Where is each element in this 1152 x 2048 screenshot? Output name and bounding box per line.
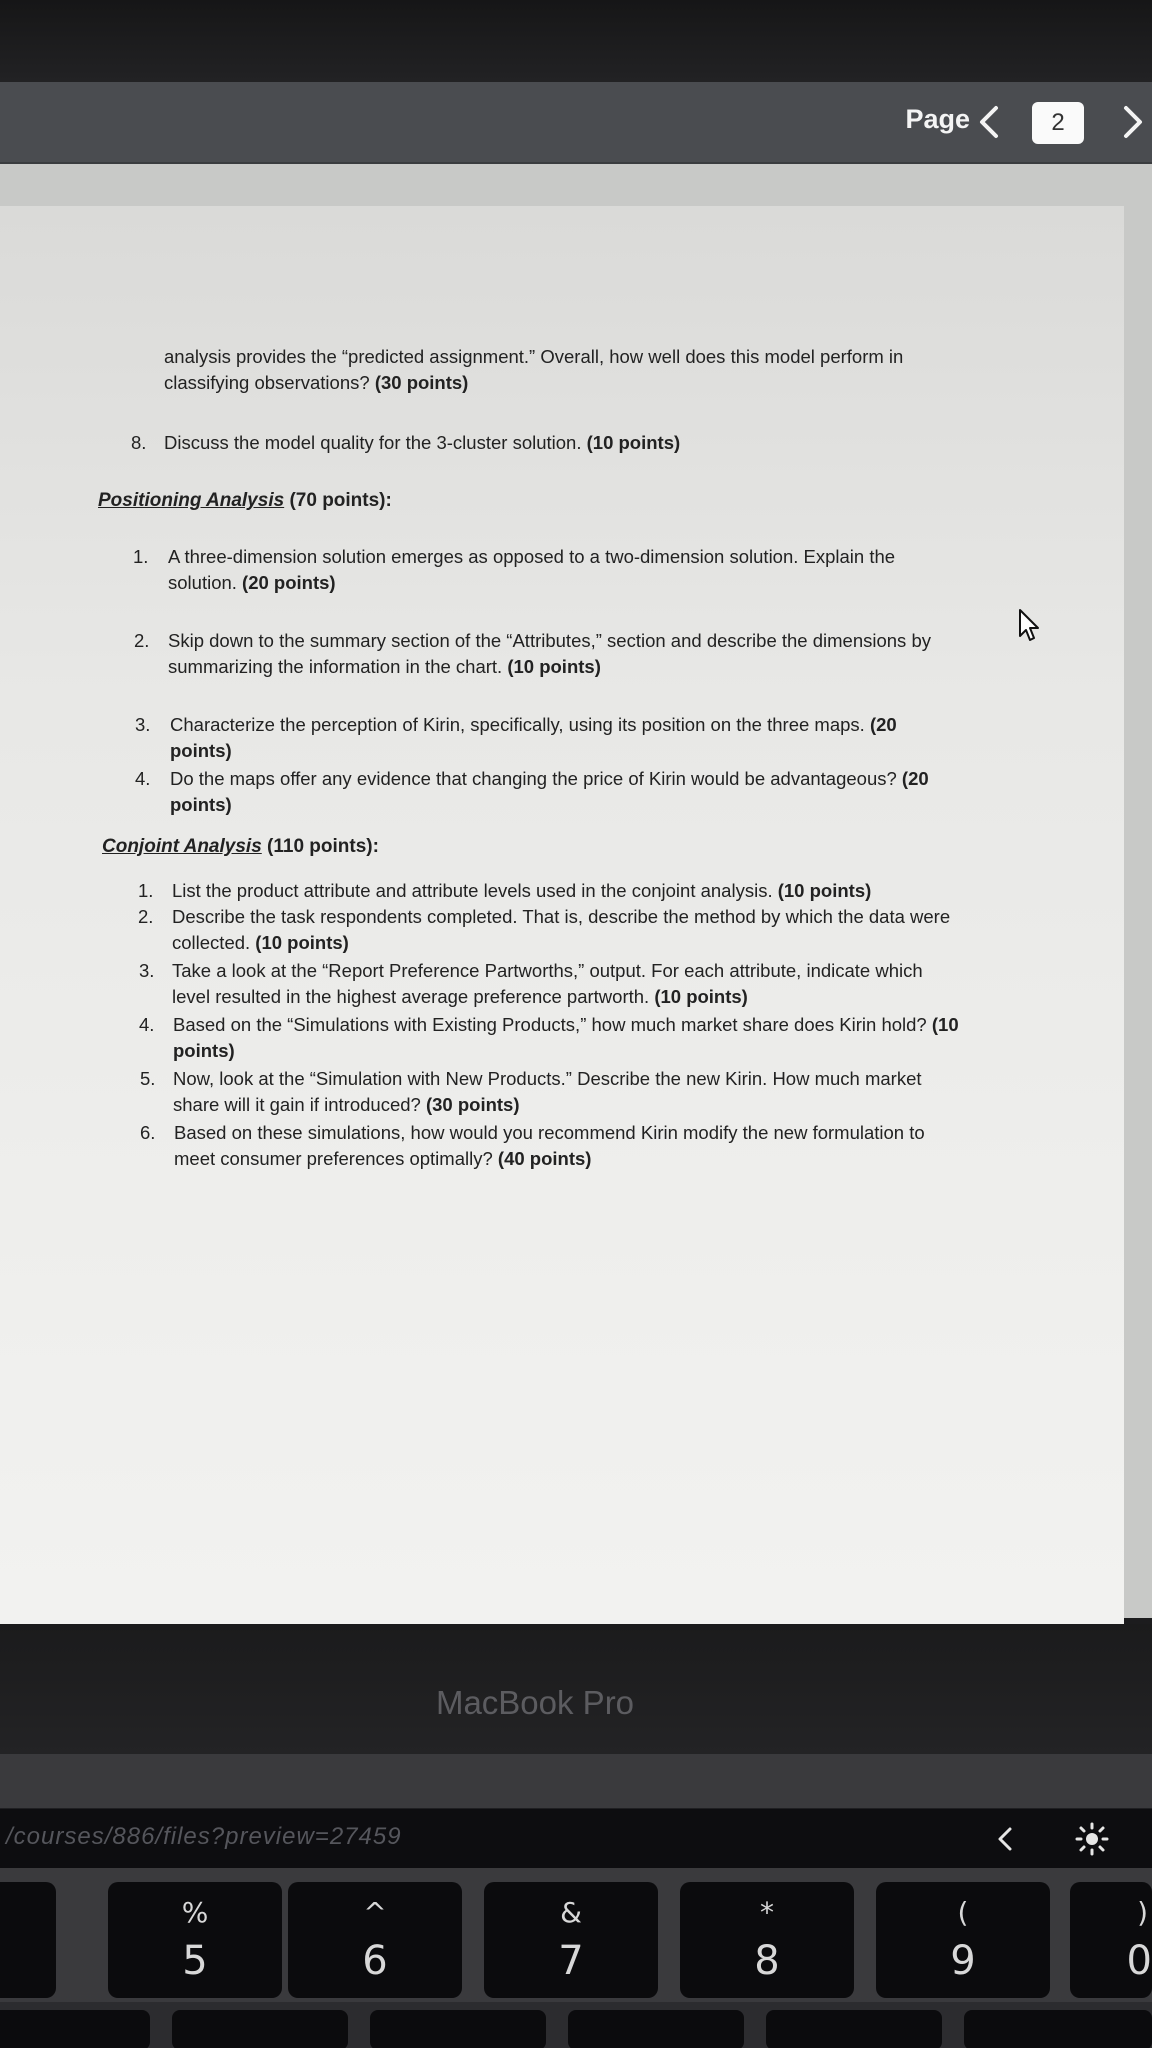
list-number: 4.: [135, 768, 151, 789]
document-page: [0, 206, 1124, 1624]
list-number: 5.: [140, 1068, 156, 1089]
prev-page-button[interactable]: [970, 100, 1010, 144]
key-9[interactable]: ( 9: [876, 1882, 1050, 1998]
list-number: 1.: [138, 880, 154, 901]
touch-bar: [0, 1808, 1152, 1868]
list-item: share will it gain if introduced? (30 points): [173, 1094, 520, 1115]
list-item: points): [170, 794, 232, 815]
list-number: 4.: [139, 1014, 155, 1035]
list-item: List the product attribute and attribute levels used in the conjoint analysis. (10 points): [172, 880, 872, 901]
list-item: points): [170, 740, 232, 761]
chevron-left-icon: [982, 108, 996, 136]
key-0[interactable]: ) 0: [1070, 1882, 1152, 1998]
key[interactable]: [172, 2010, 348, 2048]
list-item: Based on the “Simulations with Existing Products,” how much market share does Kirin hold? (10: [173, 1014, 959, 1035]
key[interactable]: [568, 2010, 744, 2048]
key[interactable]: [370, 2010, 546, 2048]
key-6[interactable]: ^ 6: [288, 1882, 462, 1998]
laptop-chin: [0, 1624, 1152, 1754]
list-number: 2.: [134, 630, 150, 651]
key-4[interactable]: [0, 1882, 56, 1998]
list-number: 3.: [135, 714, 151, 735]
key-8[interactable]: * 8: [680, 1882, 854, 1998]
page-number-input[interactable]: [1032, 102, 1084, 144]
page-label: Page: [905, 104, 970, 134]
text-line: classifying observations? (30 points): [164, 372, 469, 393]
list-item: meet consumer preferences optimally? (40 points): [174, 1148, 592, 1169]
list-item: Take a look at the “Report Preference Partworths,” output. For each attribute, indicate which: [172, 960, 923, 981]
list-item: solution. (20 points): [168, 572, 336, 593]
key-5[interactable]: % 5: [108, 1882, 282, 1998]
list-item: points): [173, 1040, 235, 1061]
list-number: 2.: [138, 906, 154, 927]
brightness-icon[interactable]: [1072, 1821, 1112, 1857]
list-item: Skip down to the summary section of the “Attributes,” section and describe the dimensions by: [168, 630, 931, 651]
chevron-left-icon[interactable]: [990, 1823, 1020, 1855]
list-item: Discuss the model quality for the 3-cluster solution. (10 points): [164, 432, 681, 453]
list-item: Based on these simulations, how would you recommend Kirin modify the new formulation to: [174, 1122, 925, 1143]
list-number: 1.: [133, 546, 149, 567]
chevron-right-icon: [1126, 108, 1140, 136]
document-content: [0, 206, 1124, 1624]
key[interactable]: [766, 2010, 942, 2048]
list-item: Describe the task respondents completed. That is, describe the method by which the data were: [172, 906, 951, 927]
list-item: Do the maps offer any evidence that changing the price of Kirin would be advantageous? (20: [170, 768, 929, 789]
mouse-pointer-icon: [1012, 606, 1042, 642]
device-brand-label: MacBook Pro: [435, 1684, 635, 1721]
document-viewer-toolbar: [0, 82, 1152, 164]
key[interactable]: [0, 2010, 150, 2048]
lower-key-row: [0, 2002, 1152, 2048]
list-item: Characterize the perception of Kirin, specifically, using its position on the three maps. (20: [170, 714, 897, 735]
screen-bezel-top: [0, 0, 1152, 82]
list-item: A three-dimension solution emerges as opposed to a two-dimension solution. Explain the: [168, 546, 896, 567]
list-number: 3.: [139, 960, 155, 981]
list-item: summarizing the information in the chart. (10 points): [168, 656, 601, 677]
status-url: /courses/886/files?preview=27459: [6, 1823, 402, 1850]
key-7[interactable]: & 7: [484, 1882, 658, 1998]
list-item: Now, look at the “Simulation with New Products.” Describe the new Kirin. How much market: [173, 1068, 922, 1089]
keyboard-deck: [0, 1754, 1152, 2048]
list-number: 8.: [131, 432, 147, 453]
key[interactable]: [964, 2010, 1152, 2048]
section-heading-conjoint: Conjoint Analysis (110 points):: [102, 836, 379, 857]
text-line: analysis provides the “predicted assignment.” Overall, how well does this model perform in: [164, 346, 904, 367]
section-heading-positioning: Positioning Analysis (70 points):: [98, 490, 392, 511]
next-page-button[interactable]: [1112, 100, 1152, 144]
list-item: collected. (10 points): [172, 932, 349, 953]
list-item: level resulted in the highest average preference partworth. (10 points): [172, 986, 748, 1007]
list-number: 6.: [140, 1122, 156, 1143]
